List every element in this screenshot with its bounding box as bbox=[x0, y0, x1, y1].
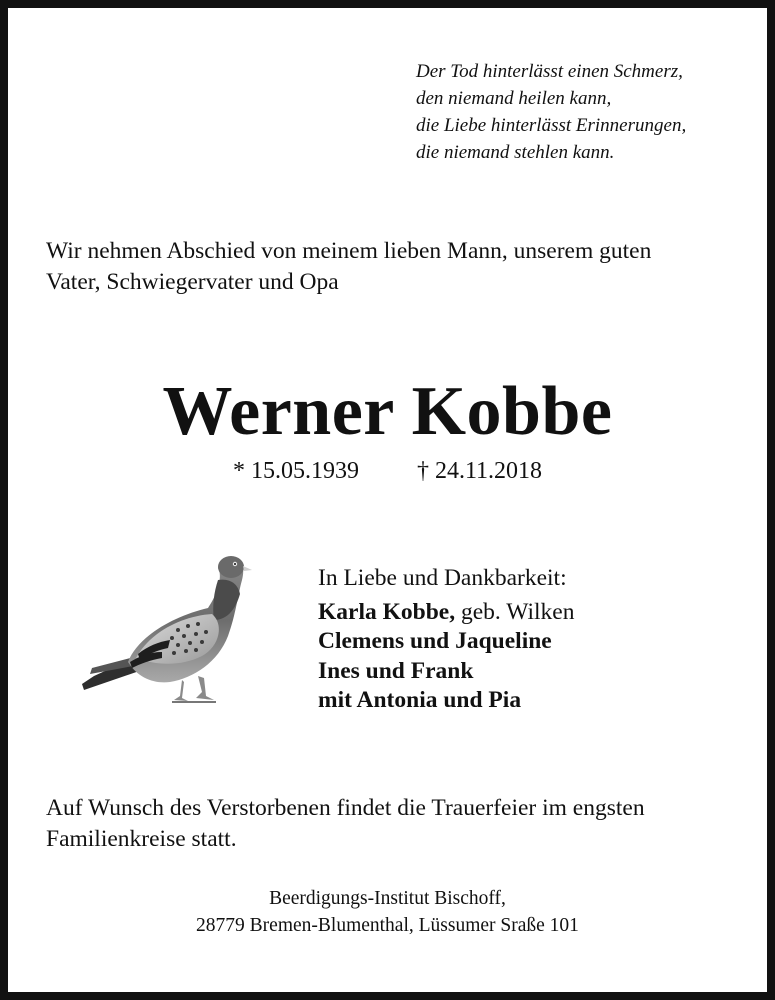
mourner-name: mit Antonia und Pia bbox=[318, 687, 522, 713]
pigeon-icon bbox=[78, 550, 256, 715]
intro-text bbox=[46, 236, 736, 298]
mourner-line bbox=[318, 598, 738, 628]
poem-line: den niemand heilen kann, bbox=[416, 88, 612, 109]
poem-line: Der Tod hinterlässt einen Schmerz, bbox=[416, 61, 683, 82]
mourners-heading: In Liebe und Dankbarkeit: bbox=[318, 565, 567, 591]
funeral-home-address: 28779 Bremen-Blumenthal, Lüssumer Sraße 101 bbox=[196, 915, 579, 936]
intro-line: Wir nehmen Abschied von meinem lieben Mann, unserem guten bbox=[46, 238, 652, 264]
mourner-line bbox=[318, 657, 738, 687]
intro-line: Vater, Schwiegervater und Opa bbox=[46, 269, 339, 295]
poem-line: die Liebe hinterlässt Erinnerungen, bbox=[416, 115, 687, 136]
mourner-line bbox=[318, 627, 738, 657]
mourner-line bbox=[318, 686, 738, 716]
death-date: † 24.11.2018 bbox=[416, 458, 543, 484]
closing-text bbox=[46, 793, 736, 855]
deceased-name: Werner Kobbe bbox=[162, 373, 613, 450]
mourner-maiden-name: geb. Wilken bbox=[455, 598, 575, 625]
funeral-home bbox=[0, 885, 775, 939]
funeral-home-name: Beerdigungs-Institut Bischoff, bbox=[269, 888, 506, 909]
mourner-name: Karla Kobbe, bbox=[318, 598, 456, 625]
poem-line: die niemand stehlen kann. bbox=[416, 142, 615, 163]
closing-line: Familienkreise statt. bbox=[46, 826, 237, 852]
birth-date: * 15.05.1939 bbox=[232, 458, 359, 484]
closing-line: Auf Wunsch des Verstorbenen findet die Trauerfeier im engsten bbox=[46, 795, 645, 821]
poem bbox=[416, 58, 746, 166]
mourners bbox=[318, 564, 738, 716]
mourner-name: Ines und Frank bbox=[318, 657, 474, 684]
life-dates bbox=[0, 456, 775, 486]
mourner-name: Clemens und Jaqueline bbox=[318, 628, 552, 654]
